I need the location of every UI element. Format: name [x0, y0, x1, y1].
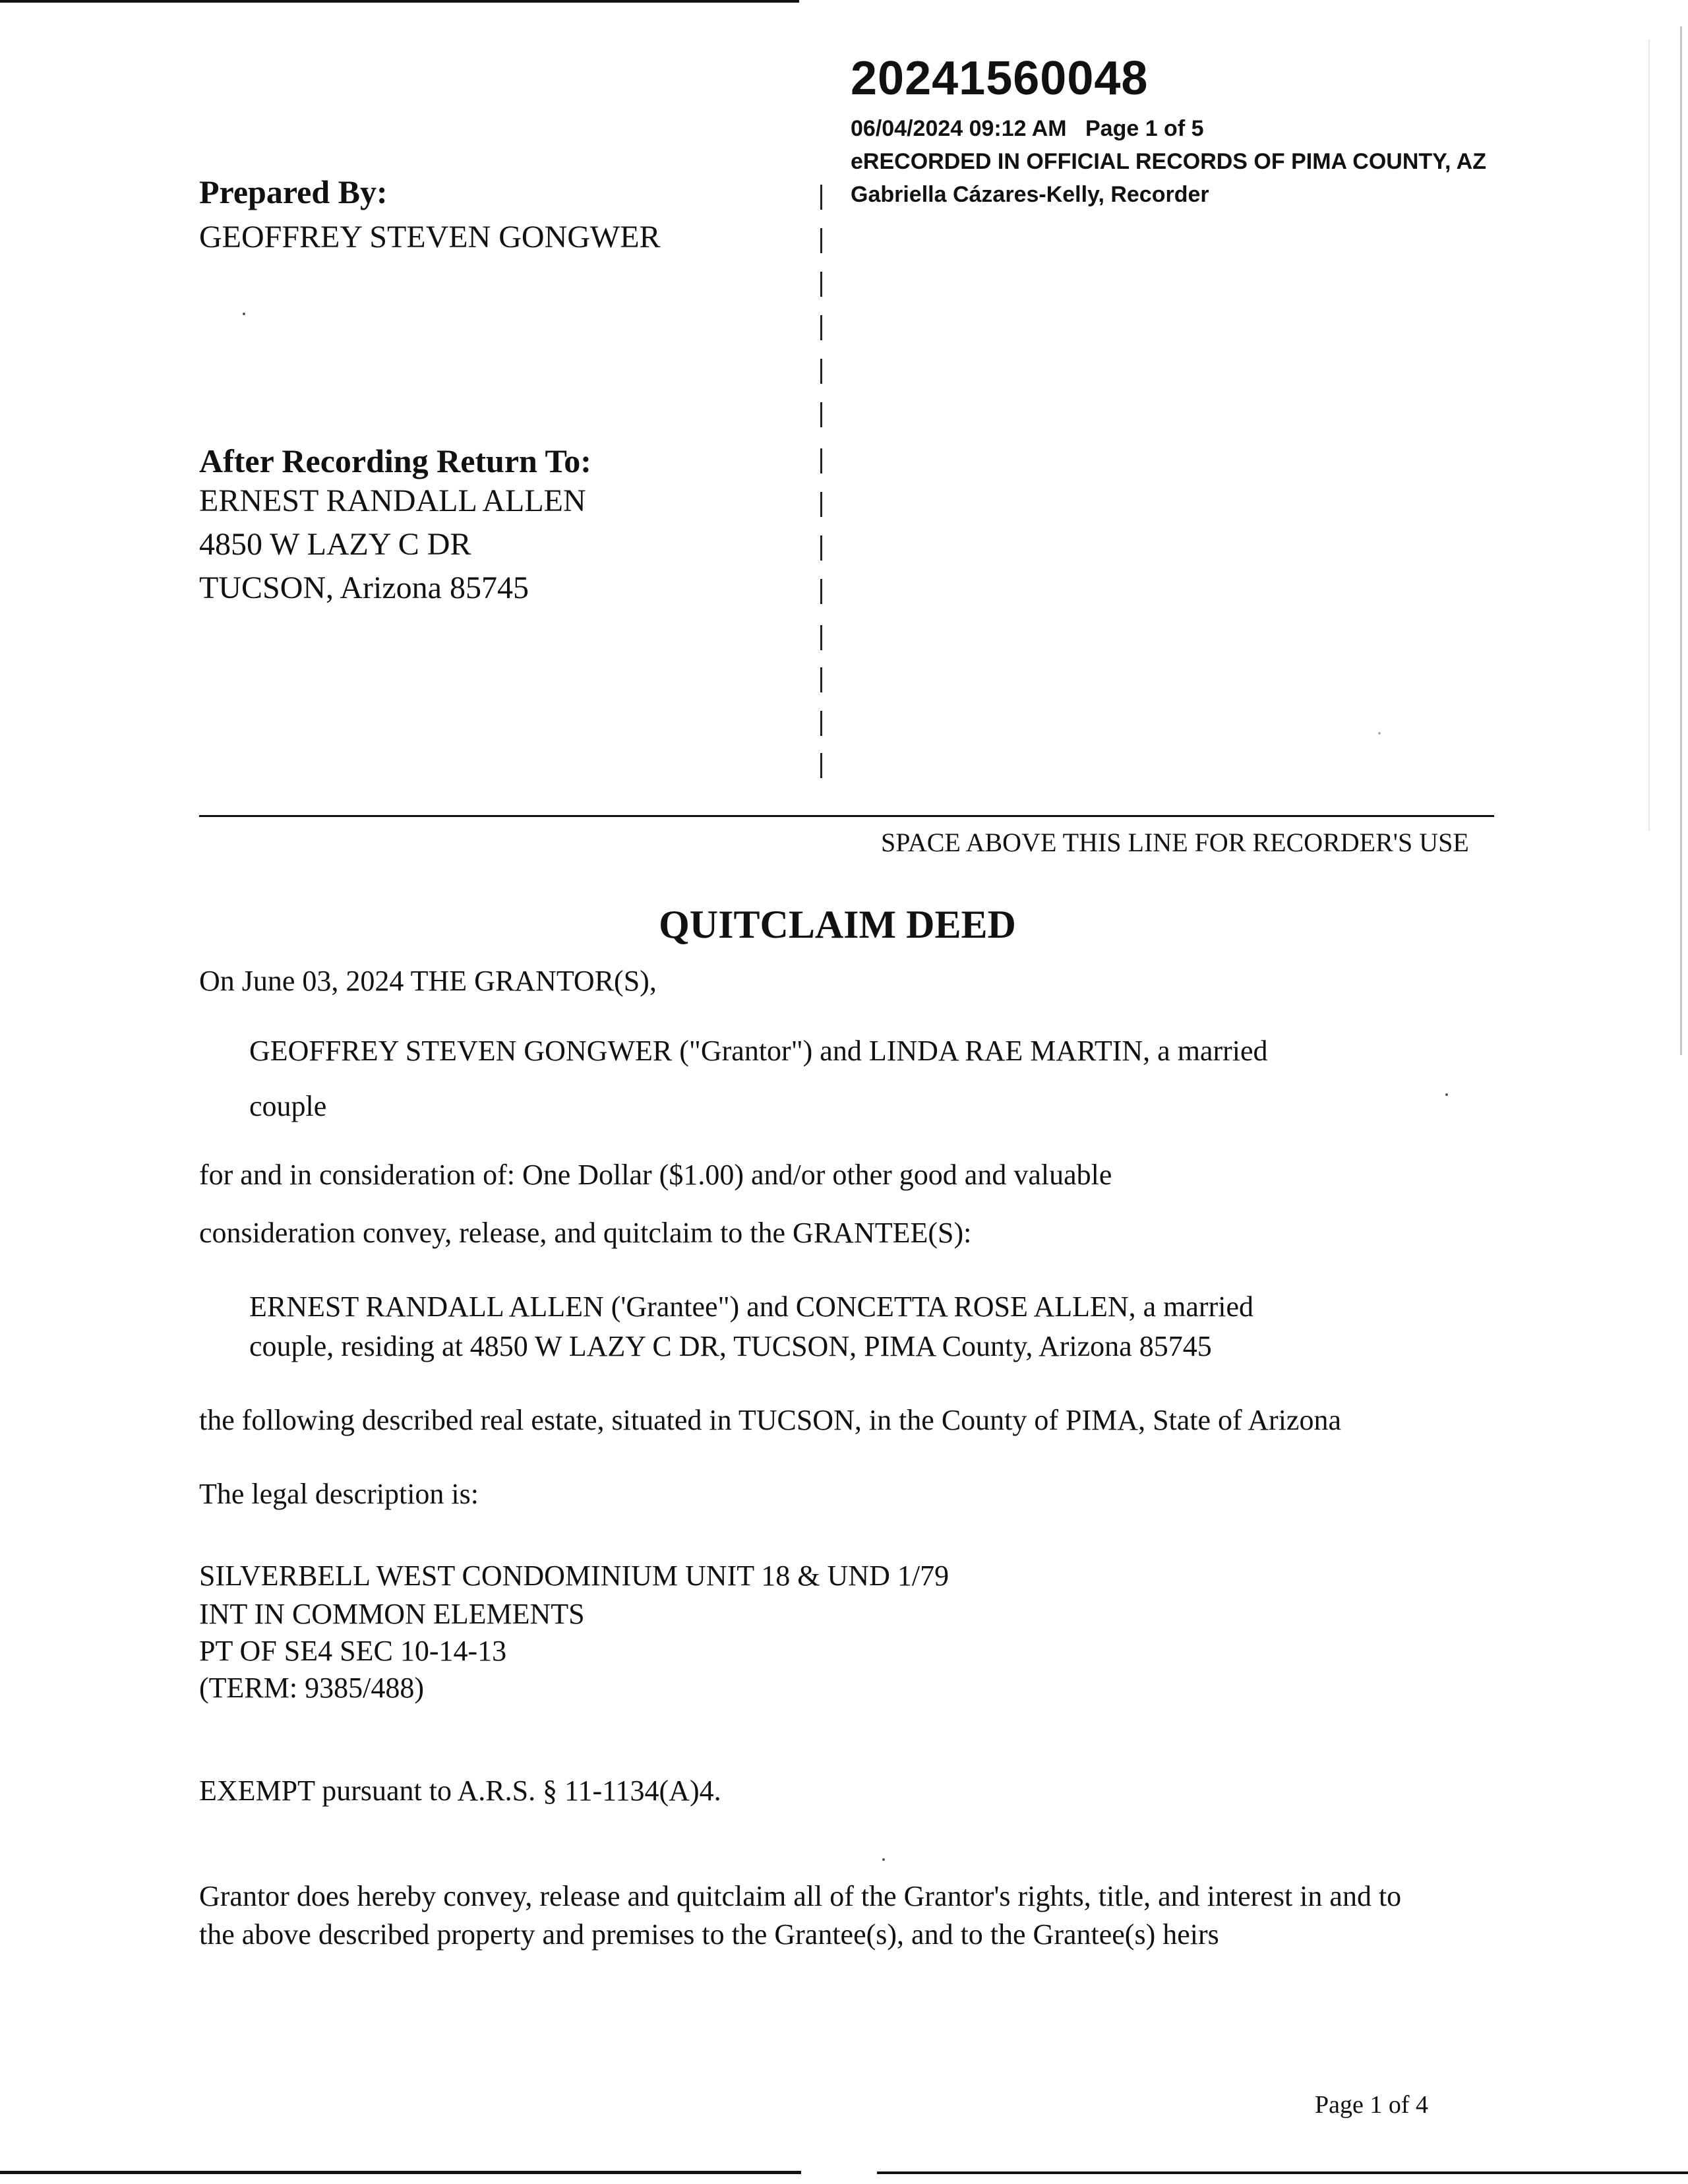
recorder-space-rule	[199, 815, 1494, 817]
divider-segment	[820, 228, 822, 253]
return-to-street: 4850 W LAZY C DR	[199, 527, 471, 562]
legal-description-line: INT IN COMMON ELEMENTS	[199, 1598, 585, 1630]
grantee-line: ERNEST RANDALL ALLEN ('Grantee") and CONCETTA ROSE ALLEN, a married	[249, 1290, 1253, 1323]
return-to-name: ERNEST RANDALL ALLEN	[199, 483, 586, 518]
recorder-space-caption: SPACE ABOVE THIS LINE FOR RECORDER'S USE	[881, 828, 1469, 857]
divider-segment	[820, 753, 822, 778]
divider-segment	[820, 359, 822, 384]
return-to-label: After Recording Return To:	[199, 442, 591, 479]
scan-right-edge	[1680, 26, 1682, 1055]
convey-line: the above described property and premises to the Grantee(s), and to the Grantee(s) heirs	[199, 1918, 1219, 1951]
consideration-line: consideration convey, release, and quitclaim to the GRANTEE(S):	[199, 1217, 972, 1249]
prepared-by-label: Prepared By:	[199, 173, 388, 210]
scan-speck	[1445, 1093, 1448, 1096]
scan-speck	[243, 313, 245, 315]
divider-segment	[820, 579, 822, 604]
recording-office: eRECORDED IN OFFICIAL RECORDS OF PIMA COUNTY, AZ	[851, 149, 1487, 174]
legal-description-line: PT OF SE4 SEC 10-14-13	[199, 1635, 507, 1667]
real-estate-line: the following described real estate, situated in TUCSON, in the County of PIMA, State of Arizona	[199, 1404, 1341, 1436]
legal-description-line: (TERM: 9385/488)	[199, 1672, 424, 1704]
scan-top-edge	[0, 0, 799, 3]
divider-segment	[820, 625, 822, 650]
convey-line: Grantor does hereby convey, release and quitclaim all of the Grantor's rights, title, and interest in and to	[199, 1880, 1402, 1912]
divider-segment	[820, 185, 822, 210]
divider-segment	[820, 667, 822, 692]
legal-description-line: SILVERBELL WEST CONDOMINIUM UNIT 18 & UND 1/79	[199, 1560, 950, 1592]
deed-title: QUITCLAIM DEED	[659, 903, 1016, 946]
scan-speck	[1378, 732, 1381, 735]
scan-bottom-edge-left	[0, 2171, 801, 2174]
divider-segment	[820, 711, 822, 736]
return-to-city: TUCSON, Arizona 85745	[199, 570, 529, 605]
divider-segment	[820, 535, 822, 561]
prepared-by-name: GEOFFREY STEVEN GONGWER	[199, 220, 661, 255]
recording-document-number: 20241560048	[851, 52, 1149, 105]
divider-segment	[820, 448, 822, 473]
scan-bottom-edge-right	[877, 2171, 1688, 2174]
divider-segment	[820, 315, 822, 340]
exempt-line: EXEMPT pursuant to A.R.S. § 11-1134(A)4.	[199, 1774, 721, 1807]
divider-segment	[820, 402, 822, 427]
legal-description-intro: The legal description is:	[199, 1478, 479, 1510]
date-line: On June 03, 2024 THE GRANTOR(S),	[199, 965, 657, 997]
divider-segment	[820, 492, 822, 517]
grantor-line: couple	[249, 1090, 327, 1122]
recording-date-page	[851, 116, 1204, 142]
recording-date-time: 06/04/2024 09:12 AM	[851, 116, 1067, 141]
recording-page-info: Page 1 of 5	[1085, 116, 1204, 141]
consideration-line: for and in consideration of: One Dollar ($1.00) and/or other good and valuable	[199, 1159, 1112, 1191]
grantor-line: GEOFFREY STEVEN GONGWER ("Grantor") and LINDA RAE MARTIN, a married	[249, 1035, 1268, 1067]
recording-recorder: Gabriella Cázares-Kelly, Recorder	[851, 182, 1209, 207]
divider-segment	[820, 272, 822, 297]
grantee-line: couple, residing at 4850 W LAZY C DR, TUCSON, PIMA County, Arizona 85745	[249, 1330, 1212, 1362]
page-footer: Page 1 of 4	[1315, 2091, 1429, 2119]
scan-speck	[882, 1858, 885, 1861]
scan-right-edge-faint	[1648, 40, 1650, 831]
